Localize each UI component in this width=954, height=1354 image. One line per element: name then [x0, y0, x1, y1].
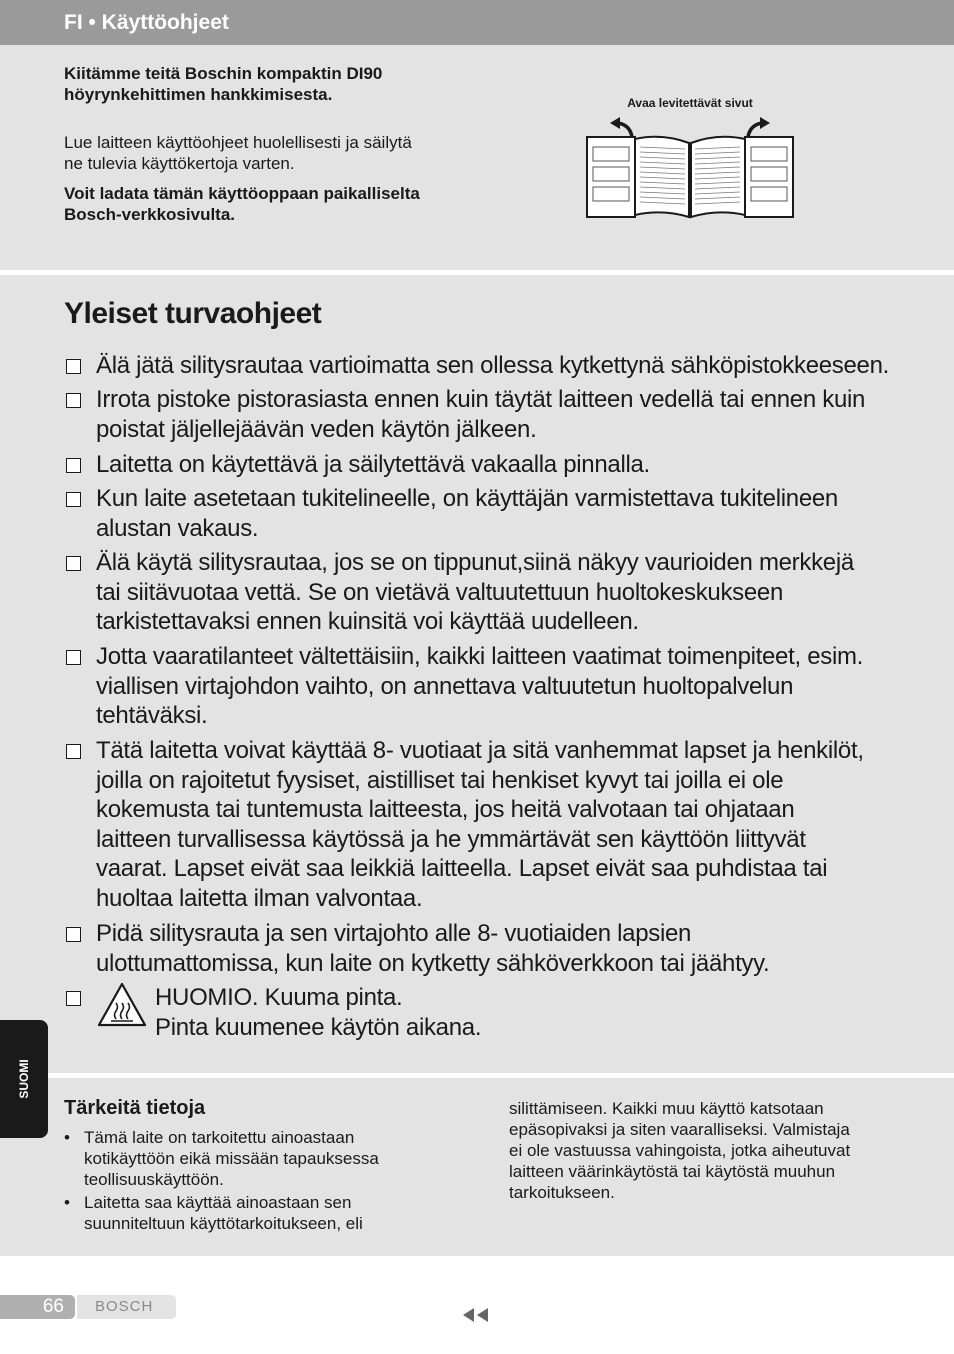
- header-bar: [0, 0, 954, 45]
- page-number: 66: [42, 1296, 64, 1317]
- safety-item-text: Jotta vaaratilanteet vältettäisiin, kaikki laitteen vaatimat toimenpiteet, esim. viallisen virtajohdon vaihto, on annettava valtuutetun huoltopalvelun tehtäväksi.: [96, 643, 864, 729]
- info-bullet-text: Tämä laite on tarkoitettu ainoastaan kotikäyttöön eikä missään tapauksessa teollisuuskäyttöön.: [84, 1128, 379, 1189]
- checkbox-bullet-icon: [66, 991, 81, 1006]
- fold-out-pages-diagram: [582, 117, 798, 223]
- checkbox-bullet-icon: [66, 458, 81, 473]
- page-number-tab: [0, 1295, 75, 1319]
- safety-section: [0, 275, 954, 1073]
- checkbox-bullet-icon: [66, 393, 81, 408]
- checkbox-bullet-icon: [66, 492, 81, 507]
- safety-item-text: Älä jätä silitysrautaa vartioimatta sen ollessa kytkettynä sähköpistokkeeseen.: [96, 352, 890, 379]
- safety-item-text: Tätä laitetta voivat käyttää 8- vuotiaat ja sitä vanhemmat lapset ja henkilöt, joilla on rajoitetut fyysiset, aistilliset tai henkiset kyvyt tai joilla ei ole kokemusta tai tuntemusta laitteesta, jos heitä valvotaan tai ohjataan laitteen turvallisessa käytössä ja he ymmärtävät sen käyttöön liittyvät vaarat. Lapset eivät saa leikkiä laitteella. Lapset eivät saa puhdistaa tai huoltaa laitetta ilman valvontaa.: [96, 737, 864, 912]
- fold-arrow-right-icon: [748, 117, 770, 137]
- safety-item-text: Irrota pistoke pistorasiasta ennen kuin täytät laitteen vedellä tai ennen kuin poistat jäljellejäävän veden käytön jälkeen.: [96, 386, 866, 443]
- brand-name: BOSCH: [95, 1298, 154, 1315]
- diagram-label: Avaa levitettävät sivut: [627, 96, 753, 110]
- language-label: SUOMI: [17, 1059, 31, 1099]
- safety-item-text: Laitetta on käytettävä ja säilytettävä vakaalla pinnalla.: [96, 451, 650, 478]
- bullet-dot-icon: •: [64, 1128, 70, 1147]
- checkbox-bullet-icon: [66, 359, 81, 374]
- checkbox-bullet-icon: [66, 650, 81, 665]
- warning-text: HUOMIO. Kuuma pinta. Pinta kuumenee käytön aikana.: [155, 984, 482, 1041]
- checkbox-bullet-icon: [66, 744, 81, 759]
- header-title: FI • Käyttöohjeet: [64, 11, 229, 34]
- brand-tab: [77, 1295, 176, 1319]
- intro-section: [0, 45, 954, 270]
- checkbox-bullet-icon: [66, 556, 81, 571]
- checkbox-bullet-icon: [66, 927, 81, 942]
- intro-thanks: Kiitämme teitä Boschin kompaktin DI90 höyrynkehittimen hankkimisesta.: [64, 64, 383, 104]
- bullet-dot-icon: •: [64, 1193, 70, 1212]
- info-column-2: silittämiseen. Kaikki muu käyttö katsotaan epäsopivaksi ja siten vaaralliseksi. Valmistaja ei ole vastuussa vahingoista, jotka aiheutuvat laitteen väärinkäytöstä tai käytöstä muuhun tarkoitukseen.: [509, 1099, 851, 1202]
- page-nav-arrows-icon: [462, 1307, 490, 1323]
- hot-surface-warning-icon: [96, 981, 148, 1029]
- intro-read: Lue laitteen käyttöohjeet huolellisesti ja säilytä ne tulevia käyttökertoja varten.: [64, 133, 412, 173]
- safety-title: Yleiset turvaohjeet: [64, 297, 322, 330]
- safety-item-text: Pidä silitysrauta ja sen virtajohto alle 8- vuotiaiden lapsien ulottumattomissa, kun laite on kytketty sähköverkkoon tai jäähtyy.: [96, 920, 770, 977]
- important-info-section: [0, 1078, 954, 1256]
- info-title: Tärkeitä tietoja: [64, 1097, 206, 1119]
- fold-arrow-left-icon: [610, 117, 632, 137]
- info-bullet-text: Laitetta saa käyttää ainoastaan sen suunniteltuun käyttötarkoitukseen, eli: [84, 1193, 363, 1233]
- safety-item-text: Kun laite asetetaan tukitelineelle, on käyttäjän varmistettava tukitelineen alustan vakaus.: [96, 485, 838, 542]
- language-side-tab: [0, 1020, 48, 1138]
- intro-download: Voit ladata tämän käyttöoppaan paikalliselta Bosch-verkkosivulta.: [64, 184, 420, 224]
- safety-item-text: Älä käytä silitysrautaa, jos se on tippunut,siinä näkyy vaurioiden merkkejä tai siitävuotaa vettä. Se on vietävä valtuutettuun huoltokeskukseen tarkistettavaksi ennen kuinsitä voi käyttää uudelleen.: [96, 549, 854, 635]
